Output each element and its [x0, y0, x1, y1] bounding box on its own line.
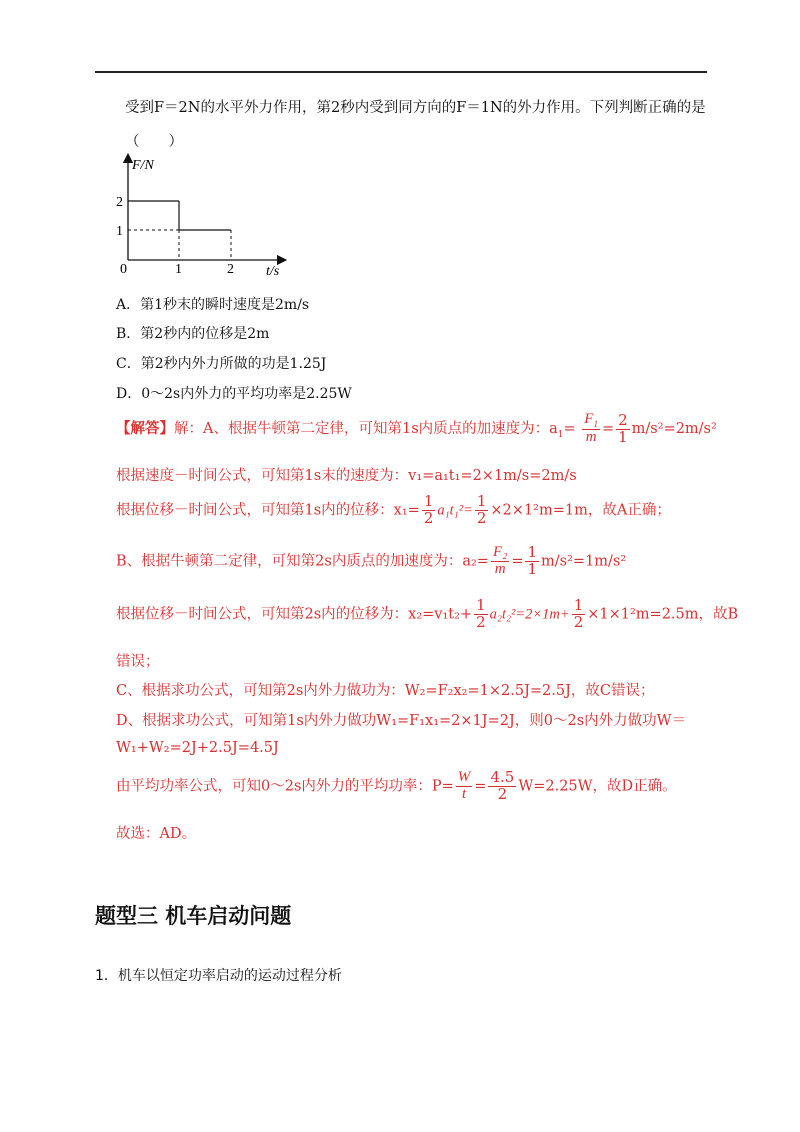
fraction-W-over-t: $\frac{W}{t}$ [457, 769, 471, 802]
fraction-half-3: $\frac{1}{2}$ [476, 596, 486, 631]
question-text-line1: 受到F＝2N的水平外力作用，第2秒内受到同方向的F＝1N的外力作用。下列判断正确的是 [125, 100, 706, 116]
answer-line-5: 根据位移－时间公式，可知第2s内的位移为：x₂=v₁t₂+ $\frac{1}{2}$ a₂t₂²=2×1m+ $\frac{1}{2}$ ×1×1²m=2.5m，故B [116, 596, 739, 631]
answer-line-8: D、根据求功公式，可知第1s内外力做功W₁=F₁x₁=2×1J=2J，则0～2s内外力做功W＝ [116, 713, 687, 729]
section-title: 题型三 机车启动问题 [95, 904, 292, 928]
origin-label: 0 [120, 262, 127, 277]
option-c: C．第2秒内外力所做的功是1.25J [116, 356, 327, 372]
x-tick-2: 2 [227, 262, 234, 277]
answer-line-1: 【解答】解：A、根据牛顿第二定律，可知第1s内质点的加速度为：$a_1=$ $\frac{F_1}{m}$ = $\frac{2}{1}$ m/s²=2m/s² [116, 410, 717, 446]
question-blank: （ ） [125, 134, 183, 150]
fraction-2-over-1: $\frac{2}{1}$ [618, 410, 628, 446]
x-tick-1: 1 [175, 262, 182, 277]
answer-line-10: 由平均功率公式，可知0～2s内外力的平均功率：P= $\frac{W}{t}$ = $\frac{4.5}{2}$ W=2.25W，故D正确。 [116, 768, 677, 803]
fraction-1-over-1: $\frac{1}{1}$ [527, 543, 538, 578]
option-a: A．第1秒末的瞬时速度是2m/s [116, 297, 310, 313]
fraction-4.5-over-2: $\frac{4.5}{2}$ [490, 768, 515, 803]
answer-line-6: 错误； [116, 654, 160, 670]
y-tick-1: 1 [116, 224, 123, 239]
section-item-1: 1．机车以恒定功率启动的运动过程分析 [95, 968, 342, 984]
answer-line-7: C、根据求功公式，可知第2s内外力做功为：W₂=F₂x₂=1×2.5J=2.5J，故C错误； [116, 683, 655, 699]
fraction-half-2: $\frac{1}{2}$ [476, 492, 487, 527]
fraction-F1-over-m: $\frac{F_1}{m}$ [584, 411, 598, 446]
fraction-half-4: $\frac{1}{2}$ [573, 596, 584, 631]
option-d: D．0～2s内外力的平均功率是2.25W [116, 386, 352, 402]
answer-tag: 【解答】 [116, 420, 174, 438]
y-tick-2: 2 [116, 195, 123, 210]
x-axis-label: t/s [266, 264, 280, 277]
fraction-F2-over-m: $\frac{\text{F₂}}{m}$ [492, 544, 508, 577]
force-time-graph [110, 152, 300, 277]
answer-conclusion: 故选：AD。 [116, 826, 197, 842]
answer-line-9: W₁+W₂=2J+2.5J=4.5J [116, 740, 279, 756]
fraction-half: $\frac{1}{2}$ [423, 492, 434, 527]
header-rule [95, 71, 707, 73]
answer-line-4: B、根据牛顿第二定律，可知第2s内质点的加速度为：a₂= $\frac{\text{F₂}}{m}$ = $\frac{1}{1}$ m/s²=1m/s² [116, 543, 627, 578]
answer-line-2: 根据速度－时间公式，可知第1s末的速度为：v₁=a₁t₁=2×1m/s=2m/s [116, 468, 577, 484]
option-b: B．第2秒内的位移是2m [116, 326, 270, 342]
y-axis-label: F/N [132, 158, 154, 173]
answer-line-3: 根据位移－时间公式，可知第1s内的位移：x₁= $\frac{1}{2}$ a₁t₁²= $\frac{1}{2}$ ×2×1²m=1m，故A正确； [116, 492, 671, 527]
